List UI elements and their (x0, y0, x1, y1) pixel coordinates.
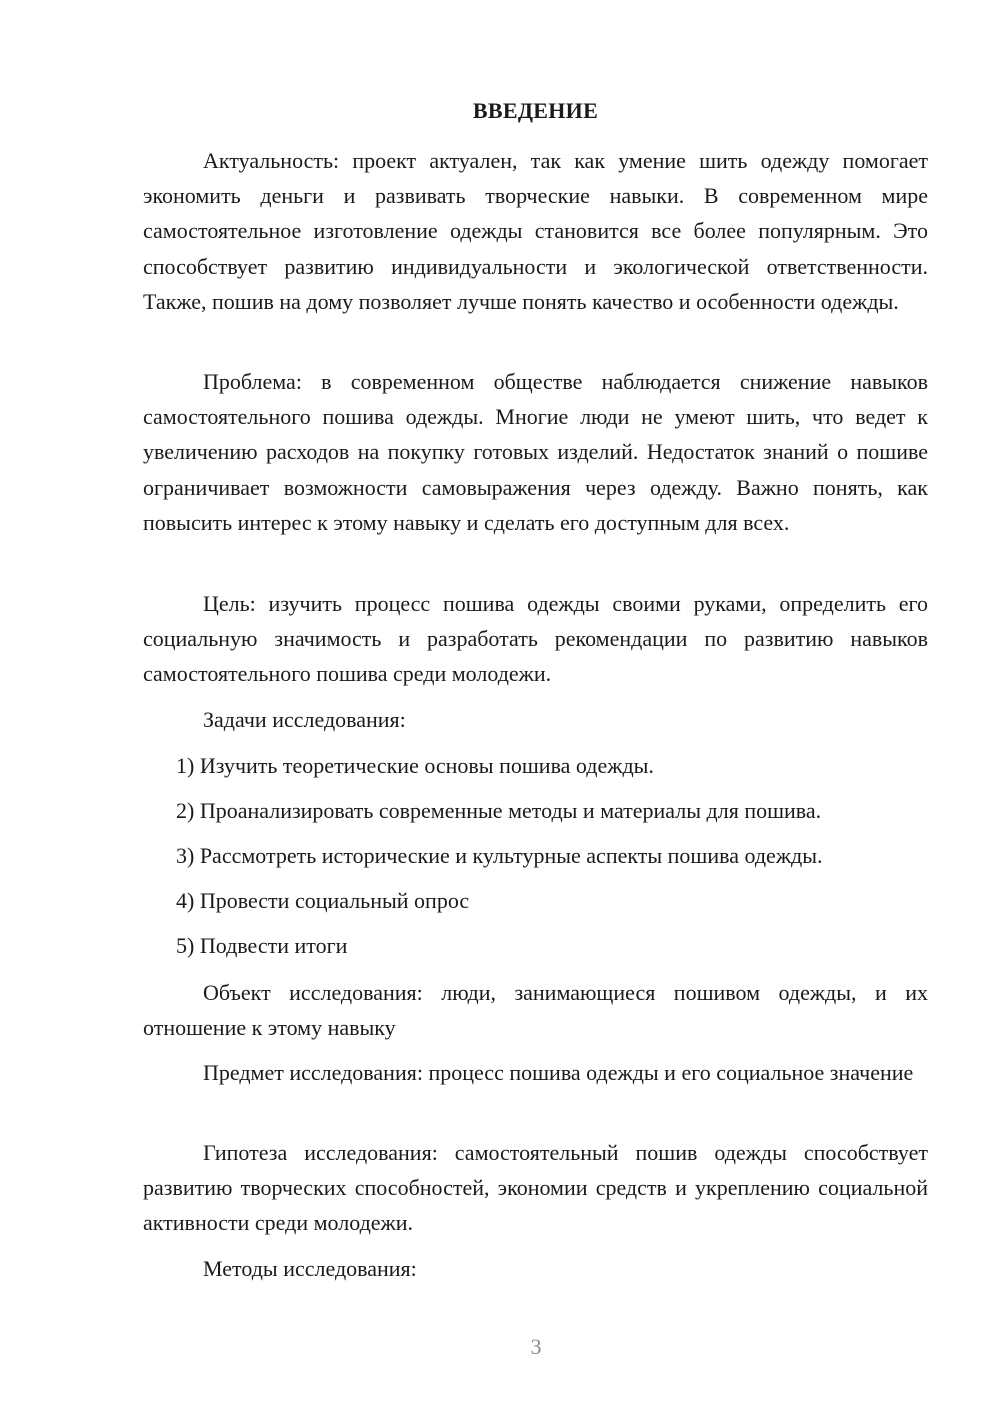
page-title: ВВЕДЕНИЕ (472, 98, 599, 123)
paragraph-subject: Предмет исследования: процесс пошива одежды и его социальное значение (203, 1060, 914, 1085)
paragraph-object: Объект исследования: люди, занимающиеся пошивом одежды, и их отношение к этому навыку (143, 980, 928, 1041)
tasks-heading: Задачи исследования: (203, 707, 406, 732)
paragraph-hypothesis: Гипотеза исследования: самостоятельный пошив одежды способствует развитию творческих способностей, экономии средств и укреплению социальной активности среди молодежи. (143, 1140, 928, 1236)
paragraph-relevance: Актуальность: проект актуален, так как умение шить одежду помогает экономить деньги и развивать творческие навыки. В современном мире самостоятельное изготовление одежды становится все более популярным. Это способствует развитию индивидуальности и экологической ответственности. Также, пошив на дому позволяет лучше понять качество и особенности одежды. (143, 148, 928, 314)
task-item-3: 3) Рассмотреть исторические и культурные аспекты пошива одежды. (176, 843, 823, 868)
page-number: 3 (530, 1334, 542, 1359)
task-item-4: 4) Провести социальный опрос (176, 888, 470, 913)
paragraph-problem: Проблема: в современном обществе наблюдается снижение навыков самостоятельного пошива одежды. Многие люди не умеют шить, что ведет к увеличению расходов на покупку готовых изделий. Недостаток знаний о пошиве ограничивает возможности самовыражения через одежду. Важно понять, как повысить интерес к этому навыку и сделать его доступным для всех. (143, 369, 928, 535)
methods-heading: Методы исследования: (203, 1256, 417, 1281)
task-item-1: 1) Изучить теоретические основы пошива одежды. (176, 753, 654, 778)
paragraph-goal: Цель: изучить процесс пошива одежды своими руками, определить его социальную значимость и разработать рекомендации по развитию навыков самостоятельного пошива среди молодежи. (143, 591, 928, 687)
task-item-5: 5) Подвести итоги (176, 933, 348, 958)
task-item-2: 2) Проанализировать современные методы и материалы для пошива. (176, 798, 822, 823)
